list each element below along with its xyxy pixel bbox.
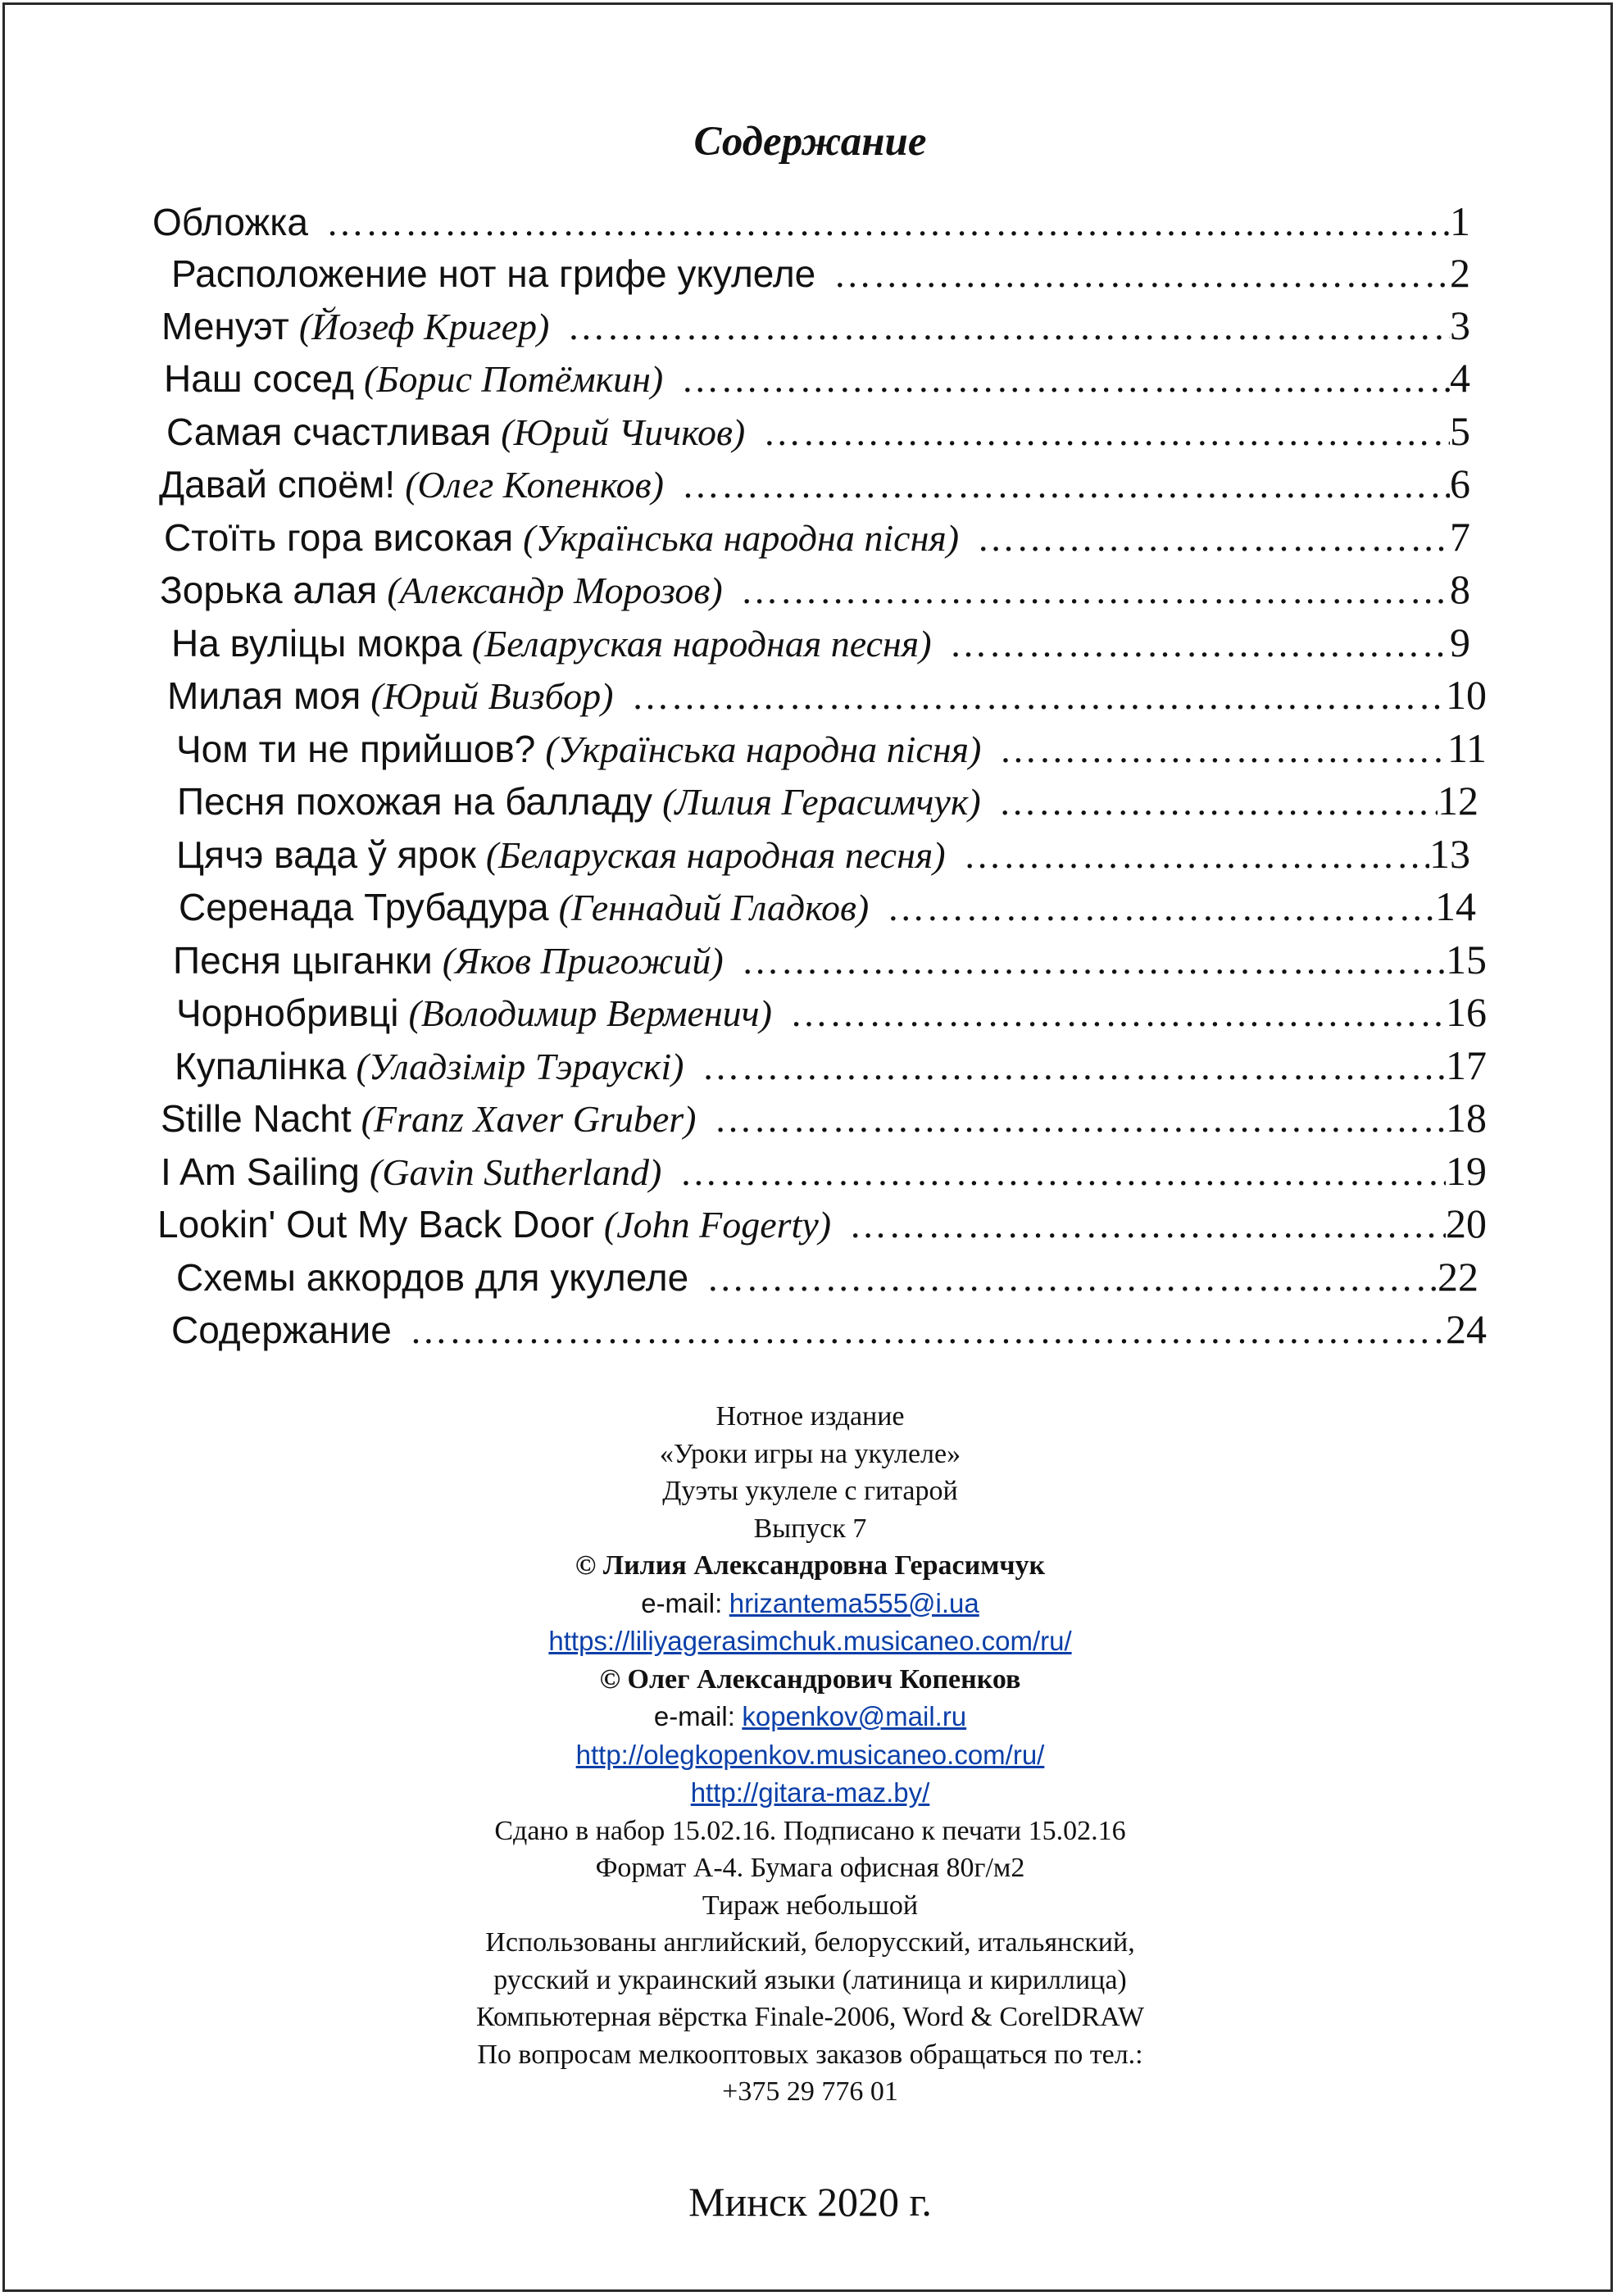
- toc-entry-author: (John Fogerty): [603, 1204, 832, 1246]
- toc-entry-author: (Володимир Верменич): [408, 992, 772, 1034]
- toc-entry-page-number: 2: [1450, 250, 1470, 296]
- email-label: e-mail:: [653, 1701, 735, 1731]
- toc-dot-leader: [742, 937, 1446, 986]
- toc-entry-page-number: 14: [1435, 883, 1476, 929]
- toc-entry-author: (Беларуская народная песня): [471, 623, 932, 665]
- edition-type: Нотное издание: [715, 1401, 905, 1432]
- toc-entry-author: (Юрий Визбор): [370, 675, 614, 717]
- toc-entry-title: Stille Nacht: [161, 1097, 352, 1140]
- toc-entry-page-number: 24: [1446, 1306, 1487, 1352]
- toc-dot-leader: [999, 778, 1438, 827]
- author2-credit: © Олег Александрович Копенков: [599, 1663, 1021, 1695]
- toc-dot-leader: [763, 408, 1450, 457]
- toc-dot-leader: [741, 566, 1450, 615]
- toc-entry: [157, 1199, 1487, 1250]
- toc-entry-page-number: 3: [1450, 302, 1470, 348]
- toc-dot-leader: [631, 672, 1446, 721]
- toc-entry: [166, 406, 1470, 457]
- toc-entry-title: Схемы аккордов для укулеле: [176, 1256, 689, 1299]
- toc-dot-leader: [702, 1042, 1446, 1091]
- series-title: «Уроки игры на укулеле»: [659, 1438, 961, 1469]
- toc-entry-author: (Александр Морозов): [387, 569, 723, 611]
- toc-dot-leader: [682, 461, 1450, 510]
- toc-entry-page-number: 8: [1450, 566, 1470, 612]
- toc-entry-title: Расположение нот на грифе укулеле: [171, 252, 816, 295]
- toc-entry-title: Купалінка: [175, 1045, 347, 1087]
- toc-entry: [167, 670, 1487, 721]
- toc-entry: [164, 353, 1470, 404]
- author2-email-line: [5, 1698, 1615, 1736]
- toc-entry-title: Песня похожая на балладу: [177, 780, 653, 823]
- toc-entry-page-number: 20: [1446, 1200, 1487, 1246]
- toc-entry: [171, 248, 1470, 299]
- toc-dot-leader: [849, 1200, 1446, 1250]
- toc-entry-title: Чорнобривці: [176, 991, 399, 1034]
- toc-entry-page-number: 15: [1446, 937, 1487, 982]
- toc-entry-title: На вуліцы мокра: [171, 622, 462, 665]
- imprint-block: [5, 1398, 1615, 2111]
- software-used: Компьютерная вёрстка Finale-2006, Word & CorelDRAW: [475, 2002, 1145, 2032]
- table-of-contents: [5, 5, 1615, 1398]
- toc-entry-page-number: 12: [1438, 778, 1478, 824]
- toc-entry-author: (Українська народна пісня): [523, 517, 960, 559]
- toc-entry-author: (Юрий Чичков): [501, 411, 746, 453]
- toc-entry: [173, 935, 1487, 986]
- languages-line-1: Использованы английский, белорусский, итальянский,: [485, 1927, 1135, 1958]
- toc-entry-title: Стоїть гора високая: [164, 516, 514, 559]
- toc-entry: [171, 618, 1470, 669]
- toc-entry-author: (Уладзімір Тэраускі): [356, 1046, 684, 1087]
- toc-entry-title: Обложка: [152, 201, 308, 243]
- author2-email-link[interactable]: kopenkov@mail.ru: [742, 1701, 967, 1731]
- book-subtitle: Дуэты укулеле с гитарой: [662, 1476, 958, 1506]
- paper-format: Формат А-4. Бумага офисная 80г/м2: [595, 1853, 1025, 1883]
- toc-dot-leader: [964, 831, 1429, 880]
- author1-website-link[interactable]: https://liliyagerasimchuk.musicaneo.com/ru/: [548, 1626, 1072, 1656]
- toc-entry-page-number: 11: [1447, 725, 1487, 771]
- toc-entry-title: Менуэт: [161, 305, 289, 347]
- gitara-url-line: [5, 1774, 1615, 1813]
- print-dates: Сдано в набор 15.02.16. Подписано к печати 15.02.16: [494, 1815, 1126, 1846]
- toc-entry-page-number: 10: [1446, 672, 1487, 718]
- toc-entry: [160, 565, 1470, 615]
- author2-url-line: [5, 1736, 1615, 1775]
- toc-entry-title: Lookin' Out My Back Door: [157, 1203, 594, 1246]
- author1-credit: © Лилия Александровна Герасимчук: [575, 1550, 1046, 1581]
- toc-entry: [176, 724, 1487, 774]
- toc-dot-leader: [679, 1148, 1446, 1197]
- toc-entry-author: (Олег Копенков): [405, 464, 664, 506]
- toc-entry: [176, 1252, 1478, 1303]
- toc-entry-title: Зорька алая: [160, 569, 378, 611]
- toc-entry-title: Песня цыганки: [173, 939, 433, 982]
- toc-entry: [161, 1093, 1487, 1144]
- city-year: Минск 2020 г.: [688, 2179, 932, 2225]
- email-label: e-mail:: [641, 1587, 723, 1618]
- toc-dot-leader: [790, 989, 1446, 1038]
- toc-entry: [171, 1305, 1487, 1355]
- toc-entry-page-number: 22: [1438, 1254, 1478, 1300]
- toc-entry-page-number: 16: [1446, 989, 1487, 1035]
- phone-number: +375 29 776 01: [722, 2076, 898, 2107]
- toc-entry: [176, 987, 1487, 1038]
- toc-entry-author: (Українська народна пісня): [545, 728, 982, 770]
- toc-entry-page-number: 5: [1450, 408, 1470, 454]
- toc-entry: [152, 197, 1470, 247]
- toc-entry-page-number: 19: [1446, 1148, 1487, 1194]
- toc-dot-leader: [950, 619, 1450, 669]
- toc-dot-leader: [887, 883, 1435, 932]
- toc-entry-page-number: 9: [1450, 619, 1470, 665]
- toc-entry-title: Содержание: [171, 1309, 392, 1351]
- toc-entry: [161, 1146, 1487, 1197]
- toc-entry-page-number: 17: [1446, 1042, 1487, 1088]
- toc-entry-author: (Лилия Герасимчук): [662, 781, 981, 823]
- toc-dot-leader: [681, 355, 1450, 404]
- author1-url-line: [5, 1622, 1615, 1661]
- toc-entry-page-number: 6: [1450, 461, 1470, 506]
- toc-entry-page-number: 1: [1450, 198, 1470, 244]
- toc-entry-author: (Gavin Sutherland): [369, 1151, 662, 1193]
- toc-entry-page-number: 13: [1429, 831, 1470, 877]
- toc-entry: [179, 882, 1476, 932]
- toc-entry-author: (Яков Пригожий): [442, 940, 724, 982]
- toc-entry-page-number: 18: [1446, 1095, 1487, 1141]
- toc-entry-page-number: 4: [1450, 355, 1470, 401]
- gitara-website-link[interactable]: http://gitara-maz.by/: [690, 1777, 930, 1808]
- toc-entry-title: I Am Sailing: [161, 1150, 360, 1193]
- toc-dot-leader: [410, 1306, 1446, 1355]
- toc-entry: [159, 459, 1470, 510]
- toc-entry-page-number: 7: [1450, 514, 1470, 560]
- toc-dot-leader: [326, 198, 1450, 247]
- document-page: [2, 2, 1613, 2292]
- toc-entry-author: (Йозеф Кригер): [298, 306, 550, 347]
- print-run: Тираж небольшой: [702, 1890, 919, 1921]
- page-title: Содержание: [693, 119, 927, 165]
- toc-entry-title: Милая моя: [167, 674, 361, 717]
- toc-entry-title: Самая счастливая: [166, 411, 492, 453]
- toc-entry: [176, 829, 1470, 880]
- toc-entry-title: Чом ти не прийшов?: [176, 728, 536, 770]
- toc-entry-author: (Геннадий Гладков): [558, 887, 870, 928]
- toc-entry: [177, 776, 1478, 827]
- toc-dot-leader: [977, 514, 1450, 563]
- toc-entry-title: Давай споём!: [159, 463, 396, 506]
- toc-entry-title: Цячэ вада ў ярок: [176, 833, 476, 876]
- toc-entry: [164, 512, 1470, 563]
- author2-website-link[interactable]: http://olegkopenkov.musicaneo.com/ru/: [575, 1739, 1045, 1770]
- toc-entry-author: (Борис Потёмкин): [364, 358, 664, 400]
- issue-number: Выпуск 7: [753, 1513, 867, 1544]
- toc-dot-leader: [714, 1095, 1446, 1144]
- author1-email-line: [5, 1585, 1615, 1623]
- toc-entry-title: Наш сосед: [164, 357, 354, 400]
- toc-entry-title: Серенада Трубадура: [179, 886, 549, 928]
- toc-entry: [161, 301, 1470, 352]
- author1-email-link[interactable]: hrizantema555@i.ua: [729, 1587, 979, 1618]
- toc-dot-leader: [567, 302, 1450, 352]
- toc-entry: [175, 1041, 1487, 1091]
- toc-dot-leader: [999, 725, 1447, 774]
- languages-line-2: русский и украинский языки (латиница и кириллица): [493, 1964, 1127, 1995]
- toc-dot-leader: [833, 250, 1450, 299]
- toc-entry-author: (Беларуская народная песня): [485, 834, 946, 876]
- toc-dot-leader: [706, 1254, 1438, 1303]
- orders-contact: По вопросам мелкооптовых заказов обращаться по тел.:: [477, 2039, 1143, 2070]
- toc-entry-author: (Franz Xaver Gruber): [361, 1098, 697, 1140]
